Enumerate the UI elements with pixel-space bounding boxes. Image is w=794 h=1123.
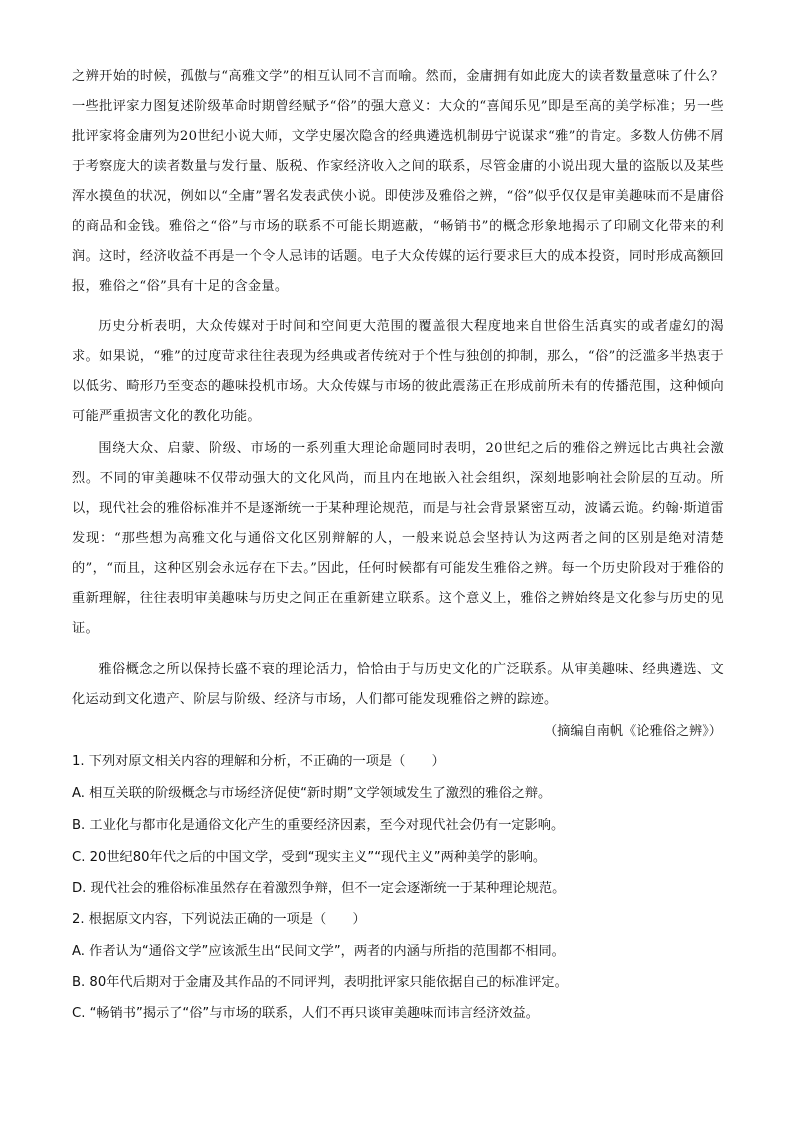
- question-2-option-b: B. 80年代后期对于金庸及其作品的不同评判，表明批评家只能依据自己的标准评定。: [72, 975, 568, 990]
- question-2-option-a: A. 作者认为“通俗文学”应该派生出“民间文学”，两者的内涵与所指的范围都不相同。: [72, 944, 565, 959]
- passage-source: （摘编自南帆《论雅俗之辨》）: [543, 724, 722, 739]
- question-2-stem: 2. 根据原文内容，下列说法正确的一项是（ ）: [72, 912, 366, 927]
- question-1-option-d: D. 现代社会的雅俗标准虽然存在着激烈争辩，但不一定会逐渐统一于某种理论规范。: [72, 881, 566, 896]
- question-1-option-b: B. 工业化与都市化是通俗文化产生的重要经济因素，至今对现代社会仍有一定影响。: [72, 818, 565, 833]
- question-1-stem: 1. 下列对原文相关内容的理解和分析，不正确的一项是（ ）: [72, 754, 445, 769]
- question-1-option-a: A. 相互关联的阶级概念与市场经济促使“新时期”文学领域发生了激烈的雅俗之辩。: [72, 786, 552, 801]
- passage-paragraph-2: 历史分析表明，大众传媒对于时间和空间更大范围的覆盖很大程度地来自世俗生活真实的或者虚幻的渴求。如果说，“雅”的过度苛求往往表现为经典或者传统对于个性与独创的抑制，那么，“俗”的泛滥多半热衷于以低劣、畸形乃至变态的趣味投机市场。大众传媒与市场的彼此震荡正在形成前所未有的传播范围，这种倾向可能严重损害文化的教化功能。: [72, 319, 724, 424]
- passage-paragraph-1: 之辨开始的时候，孤傲与“高雅文学”的相互认同不言而喻。然而，金庸拥有如此庞大的读者数量意味了什么？一些批评家力图复述阶级革命时期曾经赋予“俗”的强大意义：大众的“喜闻乐见”即是至高的美学标准；另一些批评家将金庸列为20世纪小说大师，文学史屡次隐含的经典遴选机制毋宁说谋求“雅”的肯定。多数人仿佛不屑于考察庞大的读者数量与发行量、版税、作家经济收入之间的联系，尽管金庸的小说出现大量的盗版以及某些浑水摸鱼的状况，例如以“全庸”署名发表武侠小说。即使涉及雅俗之辨，“俗”似乎仅仅是审美趣味而不是庸俗的商品和金钱。雅俗之“俗”与市场的联系不可能长期遮蔽，“畅销书”的概念形象地揭示了印刷文化带来的利润。这时，经济收益不再是一个令人忌讳的话题。电子大众传媒的运行要求巨大的成本投资，同时形成高额回报，雅俗之“俗”具有十足的含金量。: [72, 69, 724, 294]
- question-1-option-c: C. 20世纪80年代之后的中国文学，受到“现实主义”“现代主义”两种美学的影响。: [72, 850, 547, 865]
- question-2-option-c: C. “畅销书”揭示了“俗”与市场的联系，人们不再只谈审美趣味而讳言经济效益。: [72, 1006, 539, 1021]
- passage-paragraph-3: 围绕大众、启蒙、阶级、市场的一系列重大理论命题同时表明，20世纪之后的雅俗之辨远比古典社会激烈。不同的审美趣味不仅带动强大的文化风尚，而且内在地嵌入社会组织，深刻地影响社会阶层的互动。所以，现代社会的雅俗标准并不是逐渐统一于某种理论规范，而是与社会背景紧密互动，波谲云诡。约翰·斯道雷发现：“那些想为高雅文化与通俗文化区别辩解的人，一般来说总会坚持认为这两者之间的区别是绝对清楚的”，“而且，这种区别会永远存在下去。”因此，任何时候都有可能发生雅俗之辨。每一个历史阶段对于雅俗的重新理解，往往表明审美趣味与历史之间正在重新建立联系。这个意义上，雅俗之辨始终是文化参与历史的见证。: [72, 441, 724, 636]
- passage-paragraph-4: 雅俗概念之所以保持长盛不衰的理论活力，恰恰由于与历史文化的广泛联系。从审美趣味、经典遴选、文化运动到文化遗产、阶层与阶级、经济与市场，人们都可能发现雅俗之辨的踪迹。: [72, 662, 724, 707]
